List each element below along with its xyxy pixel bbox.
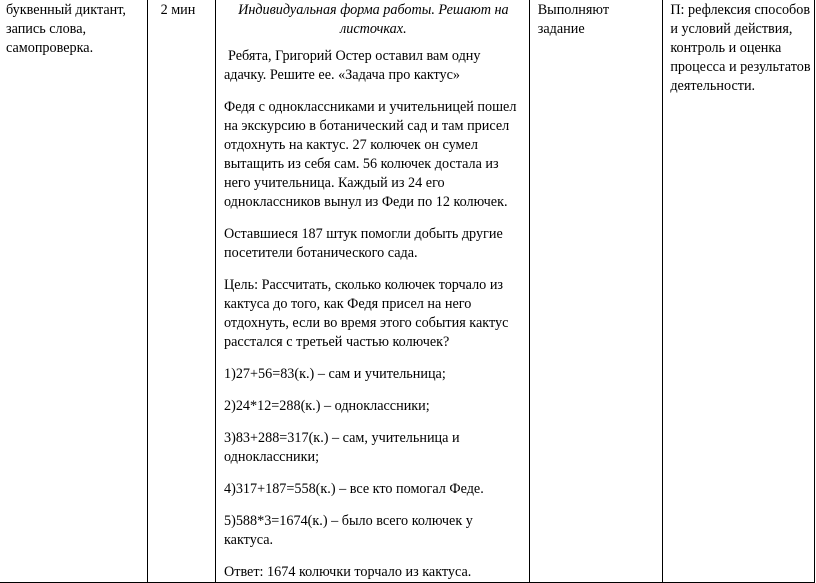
uud-text: П: рефлексия способов и условий действия, контроль и оценка процесса и результатов деятельности. bbox=[670, 2, 811, 94]
work-form-heading: Индивидуальная форма работы. Решают на листочках. bbox=[238, 2, 509, 37]
solution-step: 1)27+56=83(к.) – сам и учительница; bbox=[224, 366, 446, 382]
goal-text: Цель: Рассчитать, сколько колючек торчало из кактуса до того, как Федя присел на него отдохнуть, если во время этого события кактус расстался с третьей частью колючек? bbox=[224, 277, 509, 350]
solution-step: 4)317+187=558(к.) – все кто помогал Феде. bbox=[224, 481, 484, 497]
uud-cell bbox=[663, 0, 815, 583]
task-intro: Ребята, Григорий Остер оставил вам одну адачку. Решите ее. «Задача про кактус» bbox=[224, 48, 481, 83]
teacher-activity-cell bbox=[216, 0, 530, 583]
remaining-text: Оставшиеся 187 штук помогли добыть другие посетители ботанического сада. bbox=[224, 226, 503, 261]
problem-text: Федя с одноклассниками и учительницей пошел на экскурсию в ботанический сад и там присел отдохнуть на кактус. 27 колючек он сумел вытащить из себя сам. 56 колючек достала из него учительница. Каждый из 24 его одноклассников вынул из Феди по 12 колючек. bbox=[224, 99, 517, 210]
solution-step: 2)24*12=288(к.) – одноклассники; bbox=[224, 398, 430, 414]
student-activity-text: Выполняют задание bbox=[537, 2, 610, 37]
solution-step: 3)83+288=317(к.) – сам, учительница и одноклассники; bbox=[224, 430, 460, 465]
activity-text: буквенный диктант, запись слова, самопроверка. bbox=[6, 2, 126, 56]
answer-text: Ответ: 1674 колючки торчало из кактуса. bbox=[224, 564, 472, 580]
duration-text: 2 мин bbox=[160, 2, 196, 18]
activity-cell bbox=[0, 0, 147, 583]
solution-step: 5)588*3=1674(к.) – было всего колючек у кактуса. bbox=[224, 513, 473, 548]
student-activity-cell bbox=[529, 0, 663, 583]
duration-cell bbox=[147, 0, 215, 583]
